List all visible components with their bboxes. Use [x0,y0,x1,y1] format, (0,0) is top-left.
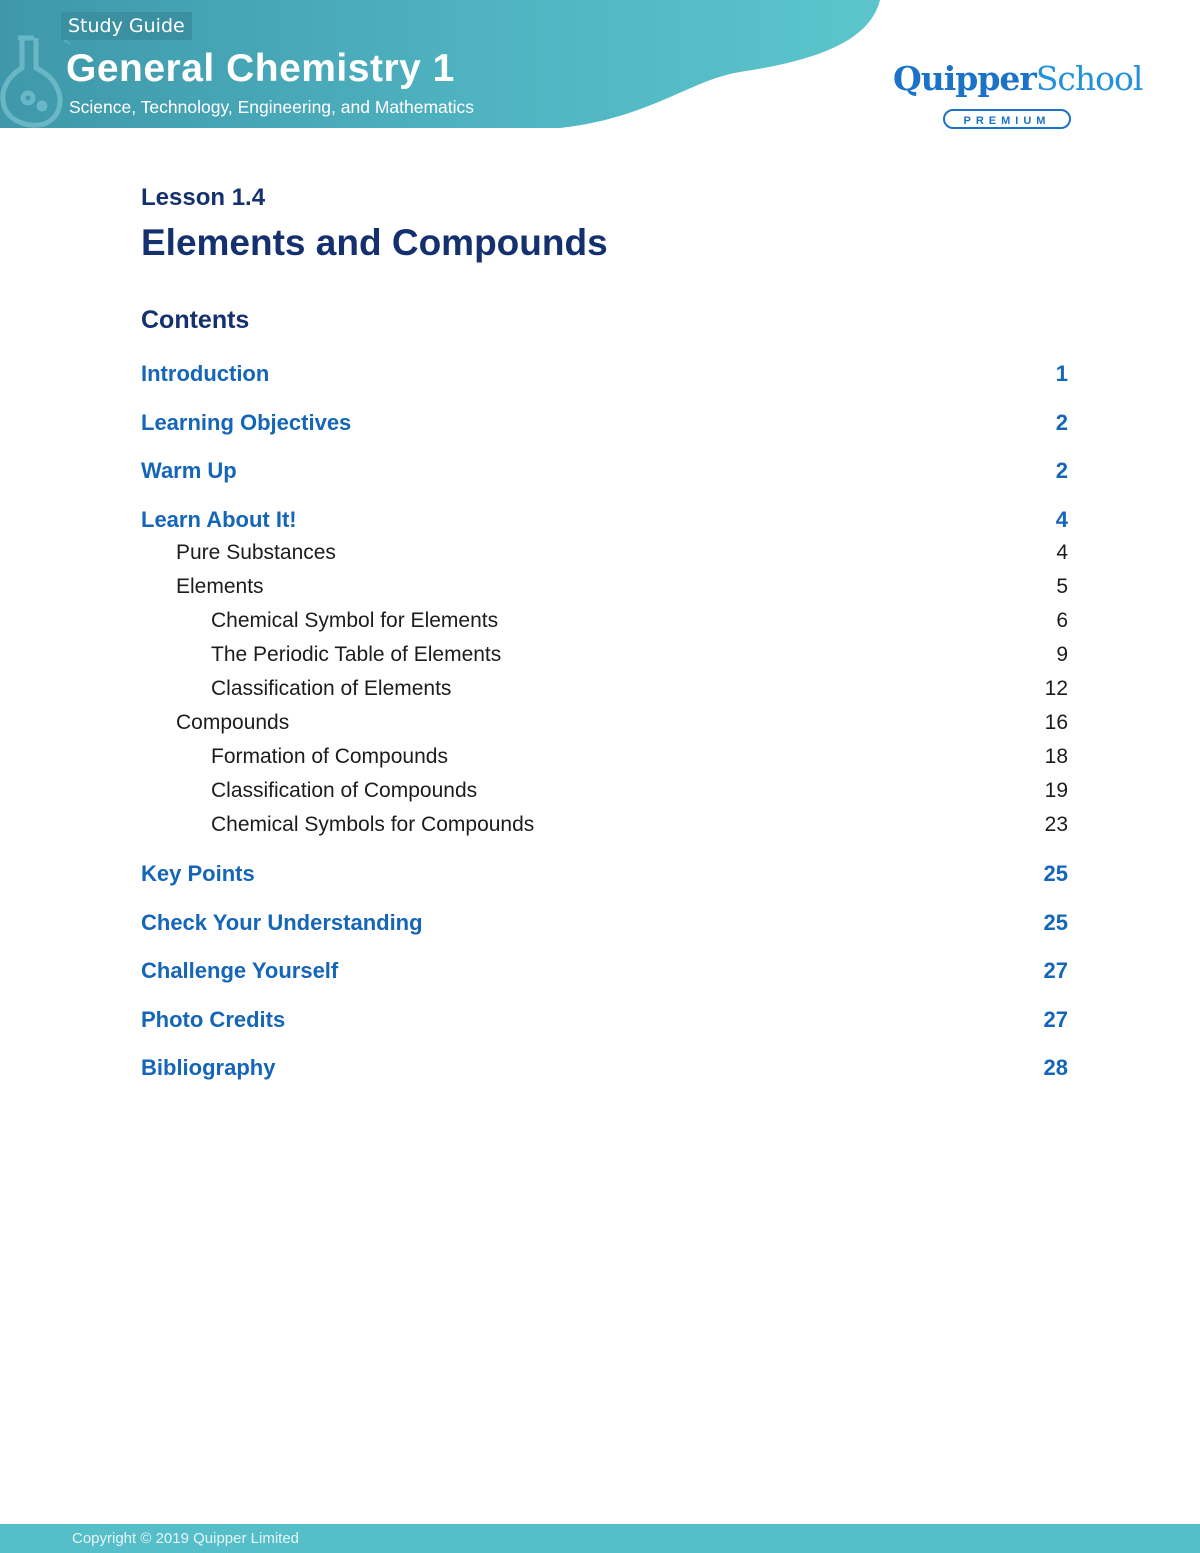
toc-label: Photo Credits [141,1007,286,1032]
toc-item-introduction[interactable] [141,361,1068,393]
toc-page-number: 23 [1044,813,1068,836]
toc-page-number: 27 [1043,958,1068,983]
toc-label: Elements [176,575,264,598]
toc-label: Formation of Compounds [211,745,448,768]
toc-item-key-points[interactable] [141,861,1068,893]
toc-item-chemical-symbols-for-compounds[interactable] [141,813,1068,845]
toc-item-formation-of-compounds[interactable] [141,745,1068,777]
toc-page-number: 2 [1055,458,1068,483]
flask-icon [0,30,70,130]
toc-page-number: 9 [1056,643,1068,666]
toc-page-number: 28 [1043,1055,1068,1080]
toc-item-classification-of-elements[interactable] [141,677,1068,709]
toc-item-learn-about-it[interactable] [141,507,1068,539]
toc-item-photo-credits[interactable] [141,1007,1068,1039]
copyright-text: Copyright © 2019 Quipper Limited [72,1530,300,1547]
toc-label: Learn About It! [141,507,297,532]
toc-label: Classification of Compounds [211,779,478,802]
toc-label: Introduction [141,361,270,386]
toc-label: Pure Substances [176,541,336,564]
brand-name [893,58,1143,100]
toc-item-chemical-symbol-for-elements[interactable] [141,609,1068,641]
brand-quipper: Quipper [893,59,1036,98]
toc-page-number: 1 [1055,361,1068,386]
footer-bar [0,1524,1200,1553]
course-title: General Chemistry 1 [66,47,455,90]
toc-page-number: 5 [1056,575,1068,598]
toc-page-number: 16 [1044,711,1068,734]
toc-label: Chemical Symbol for Elements [211,609,499,632]
toc-label: Challenge Yourself [141,958,339,983]
toc-label: Warm Up [141,458,237,483]
toc-page-number: 6 [1056,609,1068,632]
toc-item-check-your-understanding[interactable] [141,910,1068,942]
toc-page-number: 25 [1043,861,1068,886]
toc-label: Bibliography [141,1055,276,1080]
lesson-number: Lesson 1.4 [141,184,266,211]
toc-item-elements[interactable] [141,575,1068,607]
toc-label: Learning Objectives [141,410,352,435]
contents-heading: Contents [141,306,250,334]
toc-label: Classification of Elements [211,677,452,700]
toc-label: Chemical Symbols for Compounds [211,813,535,836]
toc-item-learning-objectives[interactable] [141,410,1068,442]
toc-item-challenge-yourself[interactable] [141,958,1068,990]
toc-item-classification-of-compounds[interactable] [141,779,1068,811]
toc-label: The Periodic Table of Elements [211,643,502,666]
toc-page-number: 27 [1043,1007,1068,1032]
toc-item-periodic-table[interactable] [141,643,1068,675]
brand-school: School [1035,59,1143,98]
toc-page-number: 4 [1056,541,1068,564]
course-subtitle: Science, Technology, Engineering, and Mathematics [69,97,475,117]
toc-label: Key Points [141,861,255,886]
toc-page-number: 12 [1044,677,1068,700]
brand-logo [893,58,1143,129]
lesson-title: Elements and Compounds [141,222,608,263]
toc-item-compounds[interactable] [141,711,1068,743]
toc-page-number: 18 [1044,745,1068,768]
study-guide-tag: Study Guide [61,12,192,40]
toc-page-number: 4 [1055,507,1068,532]
toc-page-number: 2 [1055,410,1068,435]
toc-label: Check Your Understanding [141,910,423,935]
toc-page-number: 19 [1044,779,1068,802]
toc-item-bibliography[interactable] [141,1055,1068,1087]
toc-page-number: 25 [1043,910,1068,935]
toc-label: Compounds [176,711,290,734]
toc-item-warm-up[interactable] [141,458,1068,490]
toc-item-pure-substances[interactable] [141,541,1068,573]
brand-premium-badge: PREMIUM [943,109,1071,129]
